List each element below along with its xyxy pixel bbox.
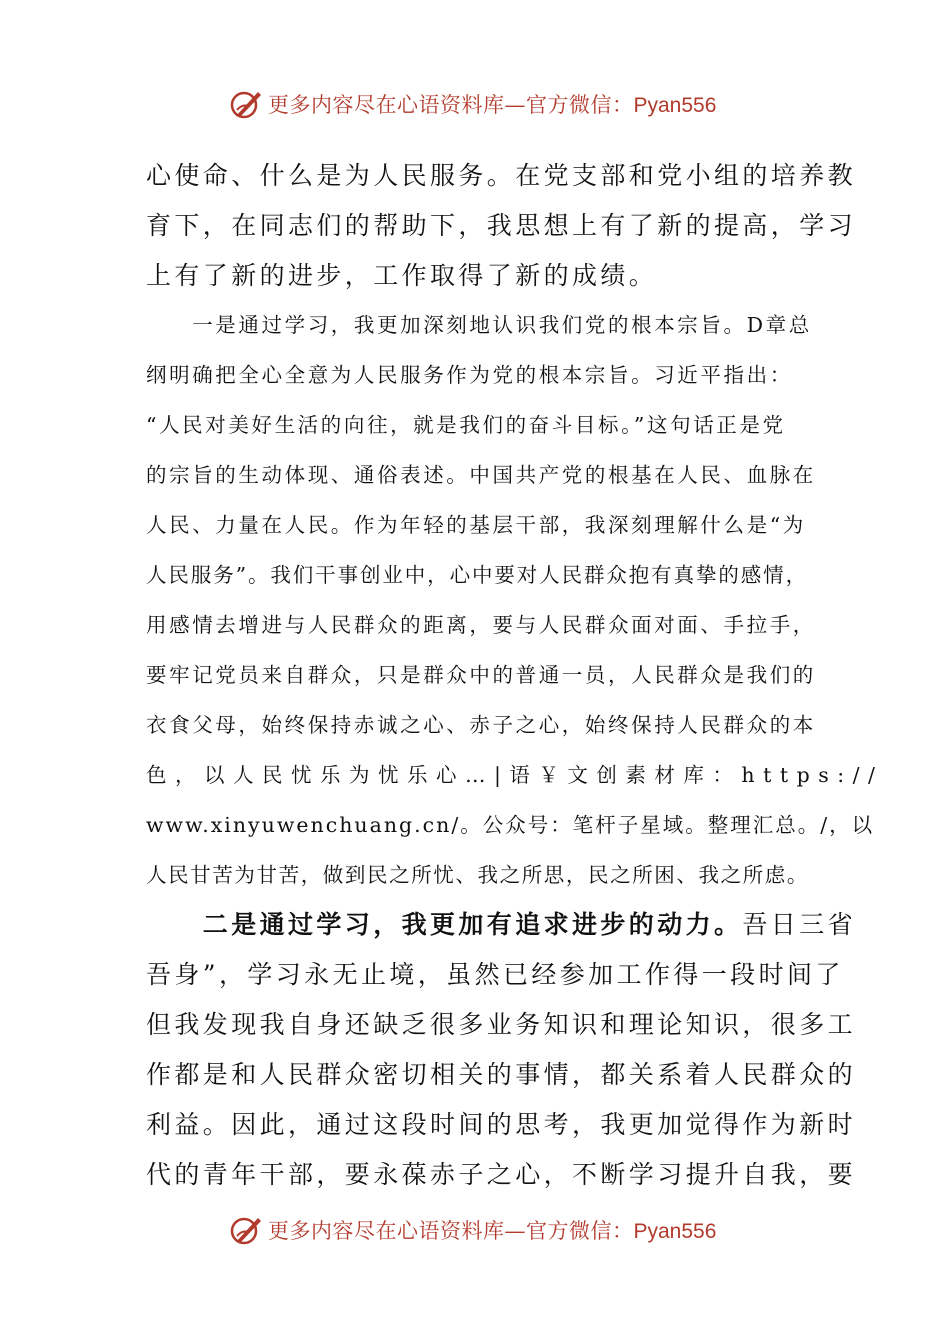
quill-logo-icon: [228, 86, 264, 122]
body-line: 二是通过学习，我更加有追求进步的动力。吾日三省: [146, 910, 857, 939]
body-line: 育下，在同志们的帮助下，我思想上有了新的提高，学习: [146, 211, 857, 240]
body-line: 的宗旨的生动体现、通俗表述。中国共产党的根基在人民、血脉在: [146, 463, 816, 487]
body-line: 心使命、什么是为人民服务。在党支部和党小组的培养教: [146, 161, 857, 190]
body-line: 作都是和人民群众密切相关的事情，都关系着人民群众的: [146, 1060, 857, 1089]
body-line: 上有了新的进步，工作取得了新的成绩。: [146, 261, 658, 290]
body-line: 人民甘苦为甘苦，做到民之所忧、我之所思，民之所困、我之所虑。: [146, 863, 809, 887]
quill-logo-icon: [228, 1212, 264, 1248]
body-line: 吾身”，学习永无止境，虽然已经参加工作得一段时间了: [146, 960, 844, 989]
body-line: 一是通过学习，我更加深刻地认识我们党的根本宗旨。D章总: [146, 313, 812, 337]
section-heading: 二是通过学习，我更加有追求进步的动力。: [146, 910, 743, 939]
body-line: 色，以人民忧乐为忧乐心…|语￥文创素材库：https://: [146, 763, 884, 787]
body-line: 利益。因此，通过这段时间的思考，我更加觉得作为新时: [146, 1110, 857, 1139]
body-line: 人民、力量在人民。作为年轻的基层干部，我深刻理解什么是“为: [146, 513, 806, 537]
footer-watermark-banner: [228, 1210, 716, 1250]
body-line: 代的青年干部，要永葆赤子之心，不断学习提升自我，要: [146, 1160, 857, 1189]
banner-text: 更多内容尽在心语资料库—官方微信：Pyan556: [268, 93, 717, 117]
body-line: 用感情去增进与人民群众的距离，要与人民群众面对面、手拉手，: [146, 613, 816, 637]
body-line: 衣食父母，始终保持赤诚之心、赤子之心，始终保持人民群众的本: [146, 713, 816, 737]
body-line: 但我发现我自身还缺乏很多业务知识和理论知识，很多工: [146, 1010, 857, 1039]
body-line: 纲明确把全心全意为人民服务作为党的根本宗旨。习近平指出：: [146, 363, 793, 387]
banner-text: 更多内容尽在心语资料库—官方微信：Pyan556: [268, 1219, 717, 1243]
body-line: 人民服务”。我们干事创业中，心中要对人民群众抱有真挚的感情，: [146, 563, 808, 587]
body-line: 要牢记党员来自群众，只是群众中的普通一员，人民群众是我们的: [146, 663, 816, 687]
header-watermark-banner: [228, 84, 716, 124]
body-line: www.xinyuwenchuang.cn/。公众号：笔杆子星域。整理汇总。/，以: [146, 813, 875, 837]
body-line: “人民对美好生活的向往，就是我们的奋斗目标。”这句话正是党: [146, 413, 786, 437]
